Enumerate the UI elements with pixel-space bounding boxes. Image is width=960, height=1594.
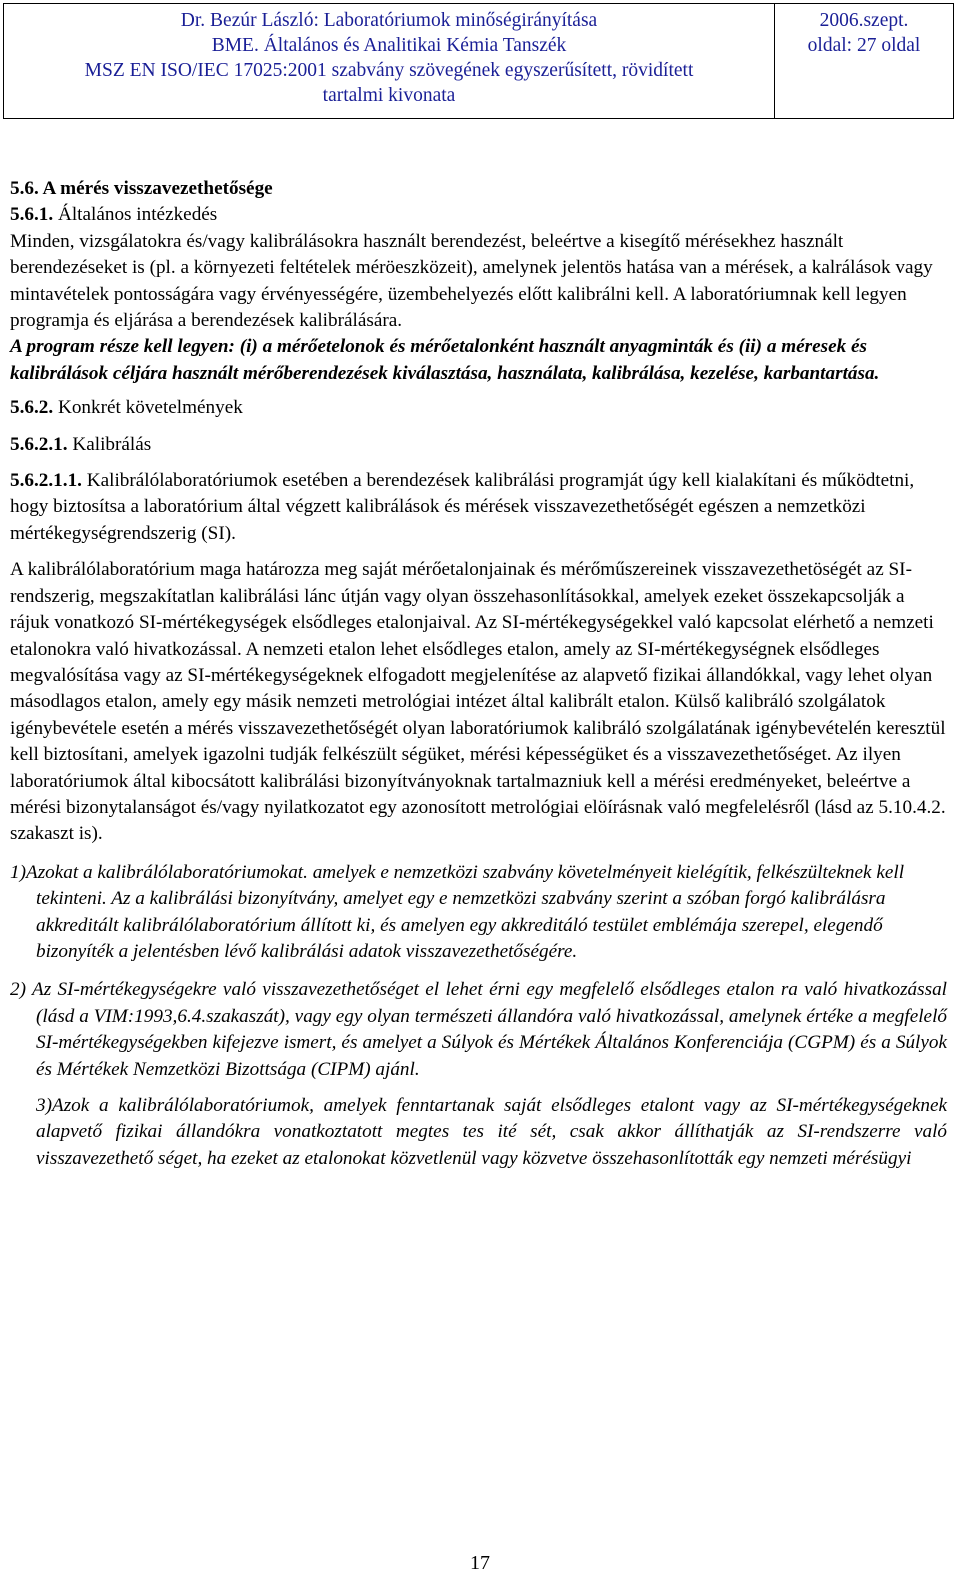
document-header	[3, 3, 954, 119]
paragraph-program: A program része kell legyen: (i) a mérőetelonok és mérőetalonként használt anyagminták és (ii) a méresek és kalibrálások céljára használt mérőberendezések kiválasztása, használata, kalibrálása, kezelése, karbantartása.	[10, 336, 880, 384]
section-heading-5-6-2	[10, 395, 947, 421]
header-meta-cell	[775, 4, 953, 118]
section-number: 5.6.2.1.1.	[10, 470, 82, 492]
paragraph-general: Minden, vizsgálatokra és/vagy kalibrálásokra használt berendezést, beleértve a kisegítő mérésekhez használt berendezéseket is (pl. a környezeti feltételek méröeszközeit), amelynek jelentös hatása van a mérések, a kalrálások vagy mintavételek pontosságára vagy érvényességére, üzembehelyezés előtt kalibrálni kell. A laboratóriumnak kell legyen programja és eljárása a berendezések kalibrálására.	[10, 230, 933, 332]
header-standard-cont: tartalmi kivonata	[322, 85, 456, 106]
section-number: 5.6.2.1.	[10, 433, 68, 455]
note-1: 1)Azokat a kalibrálólaboratóriumokat. amelyek e nemzetközi szabvány követelményeit kielégítik, felkészülteknek kell tekinteni. Az a kalibrálási bizonyítvány, amelyet egy e nemzetközi szabvány szerint a szóban forgó kalibrálásra akkreditált kalibrálólaboratórium állított ki, és amelyen egy akkreditáló testület emblémája szerepel, elegendő bizonyíték a jelentésben lévő kalibrálási adatok visszavezethetőségére.	[10, 861, 905, 962]
page-number: 17	[470, 1552, 490, 1574]
header-author-title: Dr. Bezúr László: Laboratóriumok minőségirányítása	[180, 10, 598, 31]
section-number: 5.6.2.	[10, 397, 54, 419]
header-department: BME. Általános és Analitikai Kémia Tanszék	[211, 35, 567, 56]
header-standard: MSZ EN ISO/IEC 17025:2001 szabvány szövegének egyszerűsített, rövidített	[84, 60, 694, 81]
note-2: 2) Az SI-mértékegységekre való visszavezethetőséget el lehet érni egy megfelelő elsődleges etalon ra való hivatkozással (lásd a VIM:1993,6.4.szakaszát), vagy egy olyan természeti állandóra való hivatkozással, amelynek értéke a megfelelő SI-mértékegységekben kifejezve ismert, és amelyet a Súlyok és Mértékek Általános Konferenciája (CGPM) és a Súlyok és Mértékek Nemzetközi Bizottsága (CIPM) ajánl.	[10, 979, 947, 1080]
paragraph-text: Kalibrálólaboratóriumok esetében a berendezések kalibrálási programját úgy kell kialakítani és működtetni, hogy biztosítsa a laboratórium által végzett kalibrálások és mérések visszavezethetőségét egészen a nemzetközi mértékegységrendszerig (SI).	[10, 470, 915, 544]
paragraph-calibration-program	[10, 468, 947, 547]
header-page-label: oldal: 27 oldal	[807, 35, 921, 56]
section-title: Kalibrálás	[67, 433, 152, 455]
section-heading-5-6-2-1	[10, 432, 947, 458]
section-title: Konkrét követelmények	[53, 397, 243, 419]
header-date: 2006.szept.	[819, 10, 909, 31]
section-heading-5-6: 5.6. A mérés visszavezethetősége	[10, 178, 273, 199]
header-title-cell	[4, 4, 775, 118]
section-number: 5.6.1.	[10, 204, 54, 226]
section-heading-5-6-1	[10, 202, 947, 228]
document-body	[10, 176, 947, 1172]
note-3: 3)Azok a kalibrálólaboratóriumok, amelyek fenntartanak saját elsődleges etalont vagy az SI-mértékegységeknek alapvető fizikai állandókra vonatkoztatott megtes tes ité sét, csak akkor állíthatják az SI-rendszerre való visszavezethető séget, ha ezeket az etalonokat közvetlenül vagy közvetve összehasonlították egy nemzeti mérésügyi	[36, 1095, 947, 1169]
section-title: Általános intézkedés	[53, 204, 218, 226]
paragraph-traceability: A kalibrálólaboratórium maga határozza meg saját mérőetalonjainak és mérőműszereinek visszavezethetöségét az SI-rendszerig, megszakítatlan kalibrálási lánc útján vagy olyan összehasonlításokkal, amelyek ezeket összekapcsolják a rájuk vonatkozó SI-mértékegységek elsődleges etalonjaival. Az SI-mértékegységekkel való kapcsolat elérhető a nemzeti etalonokra való hivatkozással. A nemzeti etalon lehet elsődleges etalon, amely az SI-mértékegységnek elsődleges megvalósítása vagy az SI-mértékegységeknek elfogadott megjelenítése az alapvető fizikai állandókkal, vagy lehet olyan másodlagos etalon, amely egy másik nemzeti metrológiai intézet által kalibrált etalon. Külső kalibráló szolgálatok igénybevétele esetén a mérés visszavezethetőségét olyan laboratóriumok kalibráló szolgálatának igénybevételén keresztül kell biztosítani, amelyek igazolni tudják felkészült ségüket, mérési képességüket és a visszavezethetőséget. Az ilyen laboratóriumok által kibocsátott kalibrálási bizonyítványoknak tartalmazniuk kell a mérési eredményeket, beleértve a mérési bizonytalanságot és/vagy nyilatkozatot egy azonosított metrológiai elöírásnak való megfelelésről (lásd az 5.10.4.2. szakaszt is).	[10, 559, 946, 845]
